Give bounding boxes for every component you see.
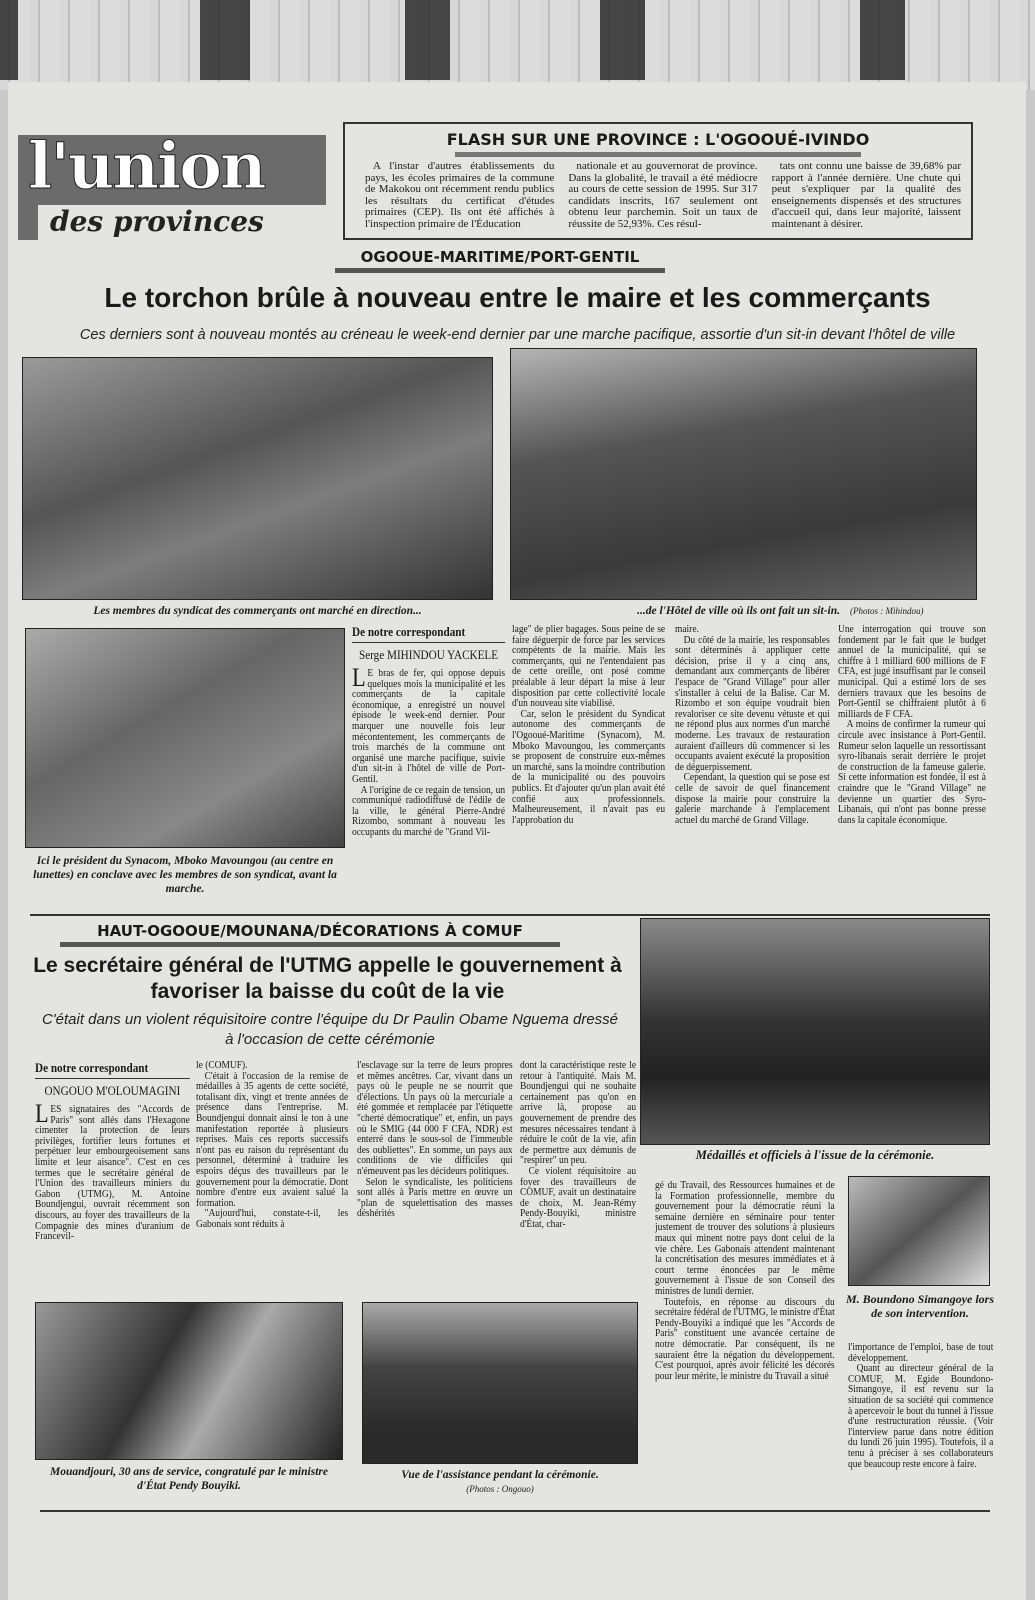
flash-column: tats ont connu une baisse de 39,68% par rapport à l'année dernière. Une chute qui peut s'expliquer par la qualité des enseignements dispensés et des structures d'accueil qui, dans leur majorité, laissent maintenant à désirer. — [771, 160, 961, 230]
paragraph: l'esclavage sur la terre de leurs propres et mêmes ancêtres. Car, vivant dans un pays où le peuple ne se nourrit que d'élections. Un pays où la mercuriale a été gommée et remplacée par l'étiquette "cherté démocratique" et, enfin, un pays où le SMIG (44 000 F CFA, NDR) est enterré dans le sous-sol de l'immeuble des oubliettes". En somme, un pays aux conditions de vie difficiles qui n'émeuvent pas les décideurs politiques. — [357, 1059, 513, 1177]
article-column — [675, 624, 830, 825]
paragraph: Selon le syndicaliste, les politiciens sont allés à Paris mettre en œuvre un "plan de squelettisation des masses déshérités — [357, 1175, 513, 1220]
photo-synacom — [25, 628, 345, 848]
photo-sit-in — [510, 348, 977, 600]
paragraph: dont la caractéristique reste le retour à l'antiquité. Mais M. Boundjengui qui ne souhaite certainement pas qu'on en arrive là, propose au gouvernement de prendre des mesures nécessaires tendant à réduire le coût de la vie, afin de permettre aux démunis de "respirer" un peu. — [520, 1059, 637, 1167]
article-column — [512, 624, 665, 825]
scan-artifact — [0, 0, 18, 80]
photo-caption: Médaillés et officiels à l'issue de la cérémonie. — [695, 1148, 935, 1162]
article-column — [848, 1342, 993, 1469]
headline: Le secrétaire général de l'UTMG appelle le gouvernement à favoriser la baisse du coût de la vie — [33, 954, 622, 1003]
article-column — [838, 624, 986, 825]
photo-credit: (Photos : Mihindou) — [850, 606, 924, 616]
photo-caption: ...de l'Hôtel de ville où ils ont fait un sit-in. — [637, 605, 840, 617]
photo-speaker — [848, 1176, 990, 1286]
paragraph: A moins de confirmer la rumeur qui circule avec insistance à Port-Gentil. Rumeur selon laquelle un ressortissant syro-libanais serait derrière le projet de construction de la fameuse galerie. Si cette information est fondée, il est à craindre que le "Grand Village" ne devienne un quartier des Syro-Libanais, qui n'ont pas bonne presse dans la capitale économique. — [838, 718, 986, 826]
article-column — [357, 1060, 513, 1219]
scan-artifact — [600, 0, 645, 80]
photo-congratulation — [35, 1302, 343, 1460]
photo-caption: Les membres du syndicat des commerçants ont marché en direction... — [93, 605, 422, 617]
section-kicker: OGOOUE-MARITIME/PORT-GENTIL — [360, 248, 640, 266]
paragraph: lage" de plier bagages. Sous peine de se faire déguerpir de force par les services compétents de la mairie. Mais les commerçants, qui ne l'entendaient pas de cette oreille, ont posé comme préalable à leur départ la mise à leur disposition par cette collectivité locale d'un nouveau site viabilisé. — [512, 623, 666, 710]
photo-march — [22, 357, 493, 600]
paragraph: Une interrogation qui trouve son fondement par le fait que le budget annuel de la municipalité, qui se chiffre à 1 milliard 600 millions de F CFA, est jugé insuffisant par le conseil municipal. Qui a estimé lors de ses derniers travaux que les besoins de Port-Gentil se chiffraient plutôt à 6 milliards de F CFA. — [838, 623, 986, 720]
paragraph: Cependant, la question qui se pose est celle de savoir de quel financement dispose la mairie pour construire la galerie marchande à l'emplacement actuel du marché de Grand Village. — [675, 771, 830, 826]
photo-caption: M. Boundono Simangoye lors de son intervention. — [845, 1292, 995, 1320]
subheadline: C'était dans un violent réquisitoire contre l'équipe du Dr Paulin Obame Nguema dressé à l'occasion de cette cérémonie — [41, 1011, 619, 1048]
paragraph: Du côté de la mairie, les responsables sont déterminés à appliquer cette décision, prise il y a cinq ans, demandant aux commerçants de libérer l'espace de "Grand Village" pour aller s'installer à celui de la Balise. Car M. Rizombo et son équipe voudrait bien revaloriser ce site devenu vétuste et qui ne répond plus aux normes d'un marché moderne. Les travaux de restauration auraient d'ailleurs dû commencer si les occupants avaient exécuté la proposition de déguerpissement. — [675, 633, 830, 773]
paragraph: l'importance de l'emploi, base de tout développement. — [848, 1341, 994, 1364]
paragraph: A l'origine de ce regain de tension, un communiqué radiodiffusé de l'édile de la ville, le général Pierre-André Rizombo, sommant à nouveau les occupants du marché de "Grand Vil- — [352, 783, 506, 838]
photo-caption: Mouandjouri, 30 ans de service, congratulé par le ministre d'État Pendy Bouyiki. — [50, 1466, 328, 1492]
masthead-title: l'union — [28, 135, 265, 204]
masthead-subtitle: des provinces — [38, 205, 326, 240]
headline: Le torchon brûle à nouveau entre le maire et les commerçants — [104, 282, 931, 313]
scan-artifact — [200, 0, 250, 80]
paragraph: C'était à l'occasion de la remise de médailles à 35 agents de cette société, totalisant dix, vingt et trente années de présence dans l'entreprise. M. Boundjengui donnait ainsi le ton à une manifestation reportée à plusieurs reprises. Mais ces reports successifs n'ont pas eu raison du représentant du personnel, déterminé à traduire les espoirs déçus des travailleurs par le gouvernement pour la démocratie. Dont nombre d'entre eux avaient salué la formation. — [196, 1069, 349, 1209]
masthead-logo — [18, 135, 326, 240]
paragraph: Car, selon le président du Syndicat autonome des commerçants de l'Ogooué-Maritime (Synacom), M. Mboko Mavoungou, les commerçants se proposent de construire eux-mêmes un marché, sans la moindre contribution de la municipalité ou des pouvoirs publics. Et d'ajouter qu'un plan avait été confié aux professionnels. Malheureusement, il n'avait pas eu l'approbation du — [512, 707, 666, 826]
flash-column: nationale et au gouvernorat de province. Dans la globalité, le travail a été médiocre au cours de cette session de 1995. Sur 317 candidats inscrits, 167 seulement ont obtenu leur parchemin. Soit un taux de réussite de 52,93%. Ces résul- — [568, 160, 758, 230]
article-column — [196, 1060, 348, 1230]
divider — [335, 268, 665, 273]
byline-name: ONGOUO M'OLOUMAGINI — [44, 1083, 181, 1098]
paragraph: gé du Travail, des Ressources humaines et de la Formation professionnelle, membre du gouvernement pour la démocratie réuni la semaine dernière en séminaire pour tenter justement de trouver des solutions à plusieurs maux qui minent notre pays dont celui de la vie chère. Les Gabonais attendent maintenant la concrétisation des mesures immédiates et à court terme énoncées par le même gouvernement à l'issue de son Conseil des ministres de lundi dernier. — [655, 1179, 835, 1297]
byline-label: De notre correspondant — [35, 1060, 190, 1079]
paragraph: LE bras de fer, qui oppose depuis quelques mois la municipalité et les commerçants de la capitale économique, a enregistré un nouvel épisode le week-end dernier. Pour marquer une nouvelle fois leur mécontentement, les commerçants de trois marchés de la commune ont organisé une marche pacifique, suivie d'un sit-in à l'hôtel de ville de Port-Gentil. — [352, 663, 506, 785]
paragraph: LES signataires des "Accords de Paris" sont allés dans l'Hexagone cimenter la protection de leurs privilèges, fortifier leurs fortunes et perpétuer leur embourgeoisement sans limite et leur aisance". C'est en ces termes que le secrétaire général de l'Union des travailleurs miniers du Gabon (UTMG), M. Antoine Boundjengui, ouvrait récemment son discours, au foyer des travailleurs de la Compagnie des mines d'uranium de Francevil- — [35, 1099, 190, 1243]
flash-column: A l'instar d'autres établissements du pays, les écoles primaires de la commune de Makokou ont récemment rendu publics les résultats du certificat d'études primaires (CEP). Ils ont été affichés à l'inspection primaire de l'Éducation — [365, 160, 555, 230]
flash-box — [343, 122, 973, 240]
photo-caption: Ici le président du Synacom, Mboko Mavoungou (au centre en lunettes) en conclave avec les membres de son syndicat, avant la marche. — [33, 855, 337, 895]
paragraph: Toutefois, en réponse au discours du secrétaire fédéral de l'UTMG, le ministre d'État Pendy-Bouyiki a indiqué que les "Accords de Paris" constituent une avancée certaine de notre démocratie. Par conséquent, ils ne sauraient être la négation du développement. C'est pourquoi, après avoir félicité les décorés pour leur mérite, le ministre du Travail a situé — [655, 1295, 835, 1382]
page-bottom-rule — [40, 1510, 990, 1512]
subheadline: Ces derniers sont à nouveau montés au créneau le week-end dernier par une marche pacifique, assortie d'un sit-in devant l'hôtel de ville — [79, 327, 956, 343]
divider — [455, 152, 861, 157]
photo-audience — [362, 1302, 638, 1464]
paragraph: maire. — [675, 623, 699, 635]
scan-artifact — [860, 0, 905, 80]
photo-caption: Vue de l'assistance pendant la cérémonie. — [401, 1469, 599, 1481]
paragraph: "Aujourd'hui, constate-t-il, les Gabonais sont réduits à — [196, 1207, 349, 1230]
section-kicker: HAUT-OGOOUE/MOUNANA/DÉCORATIONS À COMUF — [60, 922, 560, 947]
article-column — [520, 1060, 636, 1230]
flash-title: FLASH SUR UNE PROVINCE : L'OGOOUÉ-IVINDO — [446, 130, 870, 149]
photo-credit: (Photos : Ongouo) — [466, 1484, 534, 1494]
section-divider — [30, 914, 990, 916]
scan-artifact — [405, 0, 450, 80]
paragraph: le (COMUF). — [196, 1059, 248, 1071]
paragraph: Ce violent réquisitoire au foyer des travailleurs de COMUF, avait un destinataire de choix, M. Jean-Rémy Pendy-Bouyiki, ministre d'État, char- — [520, 1164, 637, 1230]
article-column — [35, 1060, 190, 1242]
paragraph: Quant au directeur général de la COMUF, M. Egide Boundono-Simangoye, il est revenu sur la situation de sa société qui commence à apercevoir le bout du tunnel à l'issue d'une restructuration réussie. (Voir l'interview parue dans notre édition du lundi 26 juin 1995). Toutefois, il a tenu à préciser à ses collaborateurs que beaucoup reste encore à faire. — [848, 1362, 994, 1470]
byline-label: De notre correspondant — [352, 624, 505, 643]
byline-name: Serge MIHINDOU YACKELE — [358, 647, 499, 662]
article-column — [352, 624, 505, 838]
article-column — [655, 1180, 835, 1381]
photo-medalists — [640, 918, 990, 1145]
